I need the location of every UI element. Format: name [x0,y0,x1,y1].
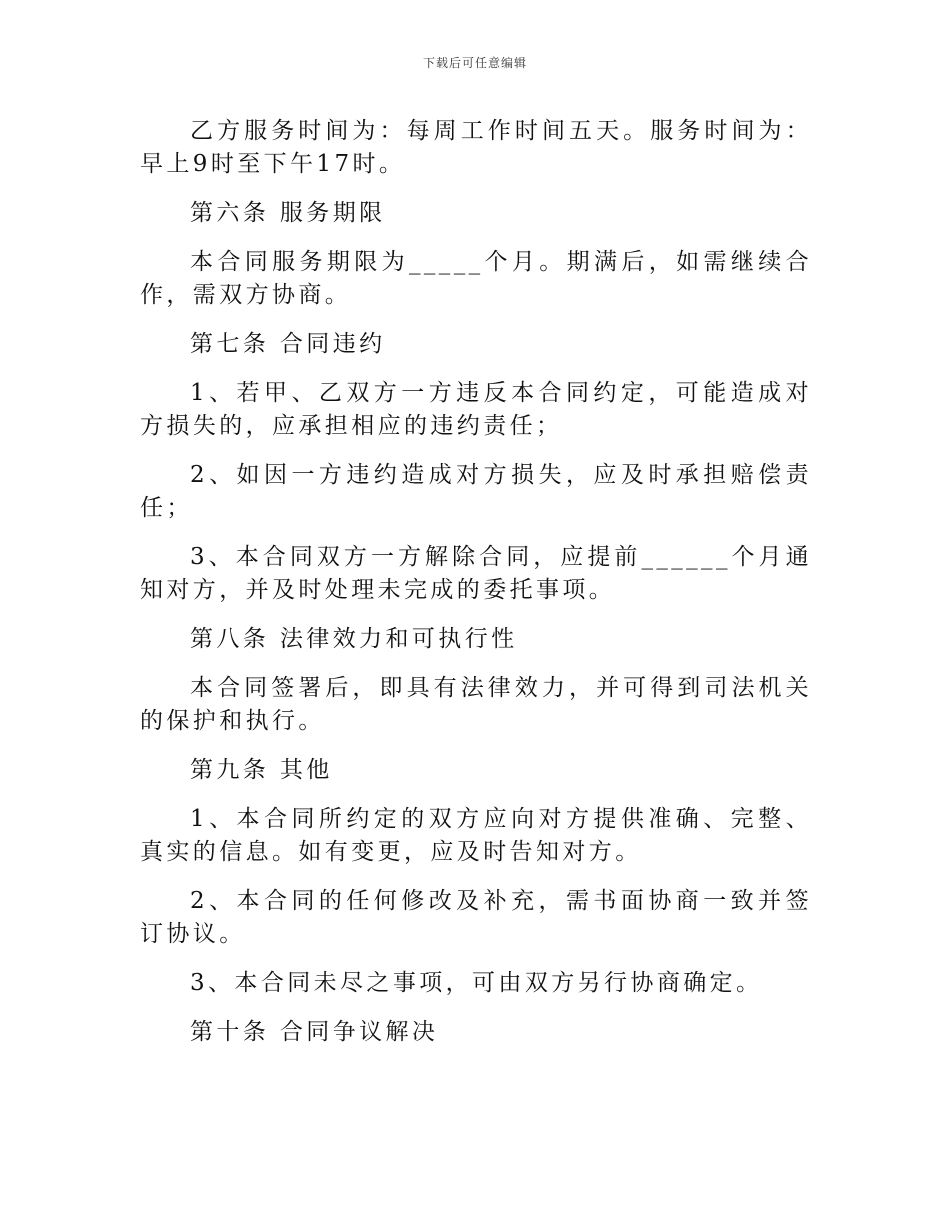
article-6-heading: 第六条 服务期限 [190,200,386,226]
service-term-paragraph: 本合同服务期限为_____个月。期满后，如需继续合作，需双方协商。 [140,249,812,308]
other-clause-1: 1、本合同所约定的双方应向对方提供准确、完整、真实的信息。如有变更，应及时告知对方。 [140,806,812,865]
document-body [140,115,812,1065]
breach-clause-1: 1、若甲、乙双方一方违反本合同约定，可能造成对方损失的，应承担相应的违约责任； [140,380,812,439]
other-clause-2: 2、本合同的任何修改及补充，需书面协商一致并签订协议。 [140,888,812,947]
legal-effect-paragraph: 本合同签署后，即具有法律效力，并可得到司法机关的保护和执行。 [140,675,812,734]
other-clause-3: 3、本合同未尽之事项，可由双方另行协商确定。 [190,970,763,996]
breach-clause-2: 2、如因一方违约造成对方损失，应及时承担赔偿责任； [140,462,812,521]
article-7-heading: 第七条 合同违约 [190,331,386,357]
article-8-heading: 第八条 法律效力和可执行性 [190,626,518,652]
breach-clause-3: 3、本合同双方一方解除合同，应提前______个月通知对方，并及时处理未完成的委托事项。 [140,544,812,603]
service-hours-paragraph: 乙方服务时间为：每周工作时间五天。服务时间为：早上9时至下午17时。 [140,118,812,177]
article-10-heading: 第十条 合同争议解决 [190,1019,439,1045]
page-header: 下载后可任意编辑 [422,56,527,70]
article-9-heading: 第九条 其他 [190,757,333,783]
